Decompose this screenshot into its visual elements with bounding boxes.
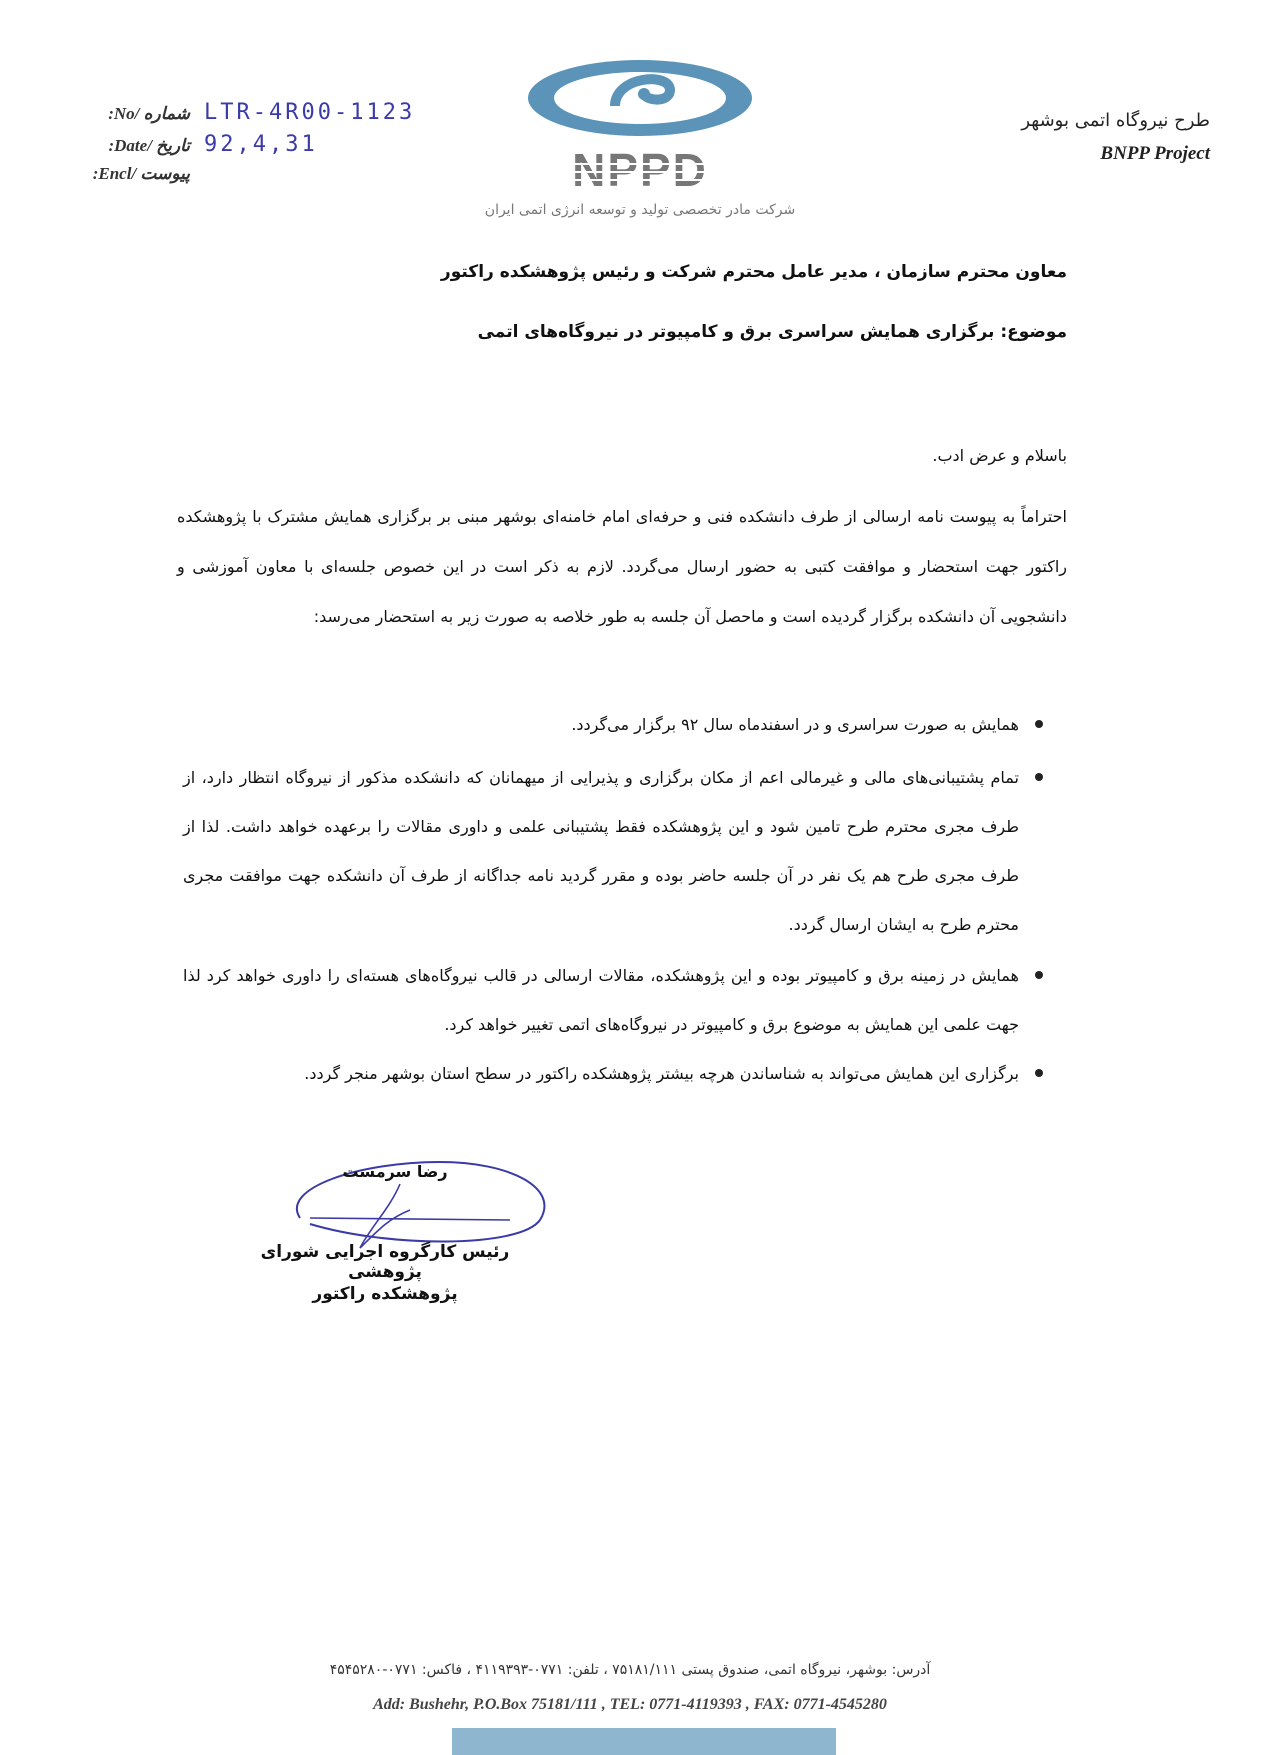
list-item xyxy=(183,951,1043,1049)
ref-encl-label: پیوست /Encl: xyxy=(92,164,190,183)
subject: موضوع: برگزاری همایش سراسری برق و کامپیوتر در نیروگاه‌های اتمی xyxy=(477,322,1067,342)
bullet-dot-icon xyxy=(1035,720,1043,728)
nppd-logo xyxy=(520,58,760,218)
reference-block xyxy=(80,100,440,196)
footer-address-fa: آدرس: بوشهر، نیروگاه اتمی، صندوق پستی ۷۵۱۸۱/۱۱۱ ، تلفن: ۰۷۷۱-۴۱۱۹۳۹۳ ، فاکس: ۰۷۷۱-۴۵۴۵۲۸۰ xyxy=(329,1662,931,1678)
main-paragraph: احتراماً به پیوست نامه ارسالی از طرف دانشکده فنی و حرفه‌ای امام خامنه‌ای بوشهر مبنی بر برگزاری همایش مشترک با پژوهشکده راکتور جهت استحضار و موافقت کتبی به حضور ارسال می‌گردد. لازم به ذکر است در این خصوص جلسه‌ای با معاون آموزشی و دانشجویی آن دانشکده برگزار گردیده است و ماحصل آن جلسه به طور خلاصه به صورت زیر به استحضار می‌رسد: xyxy=(177,507,1067,626)
list-item xyxy=(183,700,1043,749)
signer-name: رضا سرمست xyxy=(342,1162,448,1181)
list-item xyxy=(183,1049,1043,1098)
logo-caption: شرکت مادر تخصصی تولید و توسعه انرژی اتمی ایران xyxy=(484,202,796,218)
list-item xyxy=(183,753,1043,949)
bullet-text: همایش در زمینه برق و کامپیوتر بوده و این پژوهشکده، مقالات ارسالی در قالب نیروگاه‌های هسته‌ای را داوری خواهد کرد لذا جهت علمی این همایش به موضوع برق و کامپیوتر در نیروگاه‌های اتمی تغییر خواهد کرد. xyxy=(183,966,1019,1034)
project-block xyxy=(1021,110,1210,165)
bullet-list xyxy=(183,700,1043,1098)
signer-department: پژوهشکده راکتور xyxy=(312,1284,458,1304)
logo-text: NPPD xyxy=(572,144,708,196)
addressee: معاون محترم سازمان ، مدیر عامل محترم شرکت و رئیس پژوهشکده راکتور xyxy=(440,262,1067,282)
ref-number-row xyxy=(80,100,440,132)
project-name-en: BNPP Project xyxy=(1100,143,1210,164)
bullet-text: برگزاری این همایش می‌تواند به شناساندن هرچه بیشتر پژوهشکده راکتور در سطح استان بوشهر منجر گردد. xyxy=(304,1064,1019,1083)
footer-color-bar xyxy=(452,1728,836,1755)
greeting: باسلام و عرض ادب. xyxy=(932,446,1067,465)
bullet-text: همایش به صورت سراسری و در اسفندماه سال ۹۲ برگزار می‌گردد. xyxy=(571,715,1019,734)
bullet-dot-icon xyxy=(1035,773,1043,781)
ref-date-value: 92,4,31 xyxy=(204,132,318,157)
footer-address-en: Add: Bushehr, P.O.Box 75181/111 , TEL: 0771-4119393 , FAX: 0771-4545280 xyxy=(373,1696,887,1713)
bullet-text: تمام پشتیبانی‌های مالی و غیرمالی اعم از مکان برگزاری و پذیرایی از میهمانان که دانشکده مذکور از نیروگاه انتظار دارد، از طرف مجری محترم طرح تامین شود و این پژوهشکده فقط پشتیبانی علمی و داوری مقالات را برعهده خواهد داشت. لذا از طرف مجری طرح هم یک نفر در آن جلسه حاضر بوده و مقرر گردید نامه جداگانه از طرف آن دانشکده جهت موافقت مجری محترم طرح به ایشان ارسال گردد. xyxy=(183,768,1019,934)
ref-number-label: شماره /No: xyxy=(108,104,190,123)
signer-title: رئیس کارگروه اجرایی شورای پژوهشی xyxy=(260,1242,510,1282)
bullet-dot-icon xyxy=(1035,1069,1043,1077)
ref-date-row xyxy=(80,132,440,164)
ref-date-label: تاریخ /Date: xyxy=(108,136,190,155)
bullet-dot-icon xyxy=(1035,971,1043,979)
ref-encl-row xyxy=(80,164,440,196)
project-name-fa: طرح نیروگاه اتمی بوشهر xyxy=(1021,110,1210,131)
ref-number-value: LTR-4R00-1123 xyxy=(204,100,416,125)
